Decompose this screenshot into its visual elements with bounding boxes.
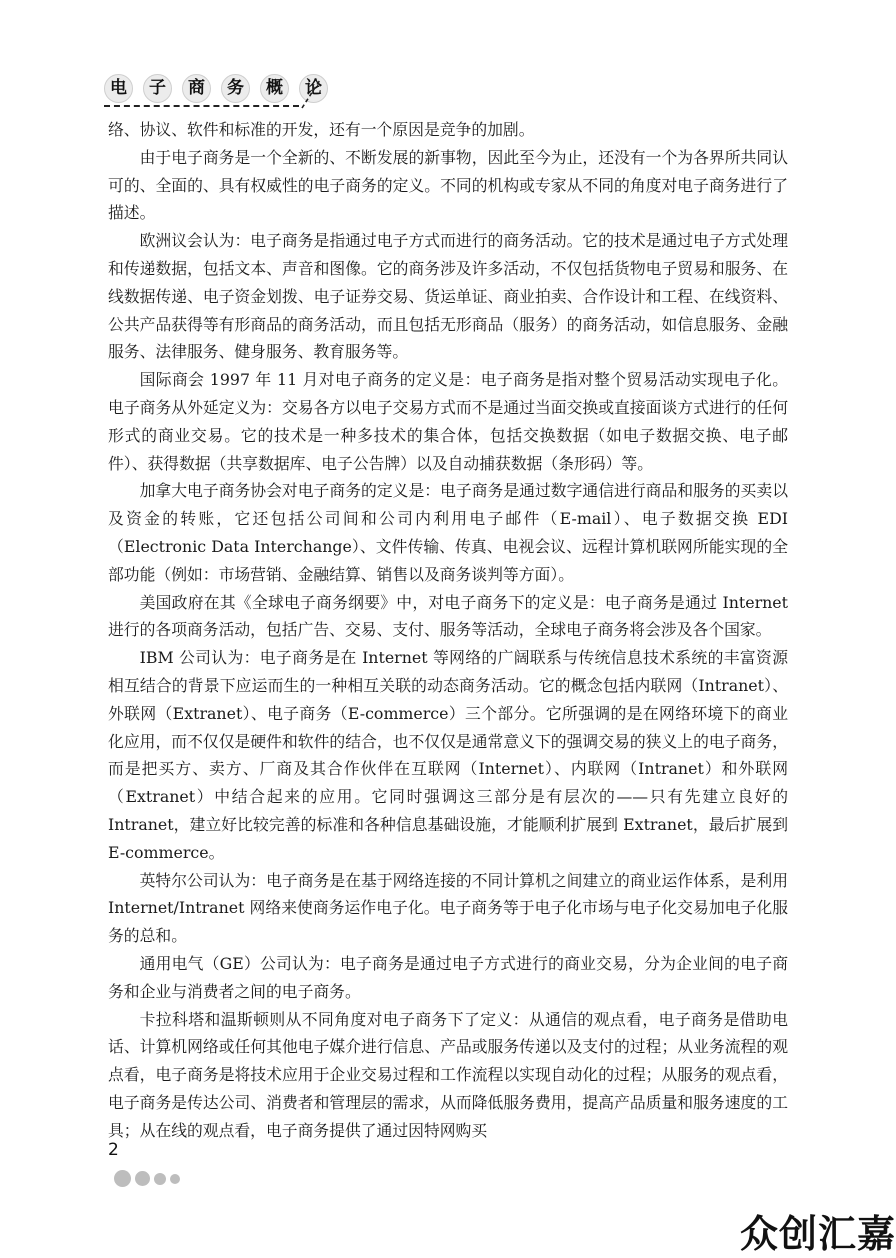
paragraph-continued: 络、协议、软件和标准的开发，还有一个原因是竞争的加剧。 [108, 120, 535, 139]
header-char: 商 [182, 74, 211, 103]
paragraph: IBM 公司认为：电子商务是在 Internet 等网络的广阔联系与传统信息技术系统的丰富资源相互结合的背景下应运而生的一种相互关联的动态商务活动。它的概念包括内联网（Intranet）、外联网（Extranet）、电子商务（E-commerce）三个部分。它所强调的是在网络环境下的商业化应用，而不仅仅是硬件和软件的结合，也不仅仅是通常意义下的强调交易的狭义上的电子商务，而是把买方、卖方、厂商及其合作伙伴在互联网（Internet）、内联网（Intranet）和外联网（Extranet）中结合起来的应用。它同时强调这三部分是有层次的——只有先建立良好的 Intranet，建立好比较完善的标准和各种信息基础设施，才能顺利扩展到 Extranet，最后扩展到 E-commerce。 [108, 648, 788, 862]
dot-icon [114, 1170, 131, 1187]
page-dots-decoration [114, 1170, 180, 1187]
dot-icon [170, 1174, 180, 1184]
header-dashed-rule [104, 105, 299, 107]
paragraph: 英特尔公司认为：电子商务是在基于网络连接的不同计算机之间建立的商业运作体系，是利用 Internet/Intranet 网络来使商务运作电子化。电子商务等于电子化市场与电子化交易加电子化服务的总和。 [108, 870, 788, 946]
paragraph: 通用电气（GE）公司认为：电子商务是通过电子方式进行的商业交易，分为企业间的电子商务和企业与消费者之间的电子商务。 [108, 953, 788, 1001]
dot-icon [154, 1173, 166, 1185]
paragraph: 国际商会 1997 年 11 月对电子商务的定义是：电子商务是指对整个贸易活动实现电子化。电子商务从外延定义为：交易各方以电子交易方式而不是通过当面交换或直接面谈方式进行的任何形式的商业交易。它的技术是一种多技术的集合体，包括交换数据（如电子数据交换、电子邮件）、获得数据（共享数据库、电子公告牌）以及自动捕获数据（条形码）等。 [108, 370, 788, 473]
running-header [104, 74, 334, 106]
dot-icon [135, 1171, 150, 1186]
body-text [108, 116, 788, 1144]
paragraph: 欧洲议会认为：电子商务是指通过电子方式而进行的商务活动。它的技术是通过电子方式处理和传递数据，包括文本、声音和图像。它的商务涉及许多活动，不仅包括货物电子贸易和服务、在线数据传递、电子资金划拨、电子证券交易、货运单证、商业拍卖、合作设计和工程、在线资料、公共产品获得等有形商品的商务活动，而且包括无形商品（服务）的商务活动，如信息服务、金融服务、法律服务、健身服务、教育服务等。 [108, 231, 788, 362]
header-char: 概 [260, 74, 289, 103]
header-char: 电 [104, 74, 133, 103]
paragraph: 卡拉科塔和温斯顿则从不同角度对电子商务下了定义：从通信的观点看，电子商务是借助电话、计算机网络或任何其他电子媒介进行信息、产品或服务传递以及支付的过程；从业务流程的观点看，电子商务是将技术应用于企业交易过程和工作流程以实现自动化的过程；从服务的观点看，电子商务是传达公司、消费者和管理层的需求，从而降低服务费用，提高产品质量和服务速度的工具；从在线的观点看，电子商务提供了通过因特网购买 [108, 1009, 788, 1140]
paragraph: 美国政府在其《全球电子商务纲要》中，对电子商务下的定义是：电子商务是通过 Internet 进行的各项商务活动，包括广告、交易、支付、服务等活动，全球电子商务将会涉及各个国家。 [108, 592, 788, 640]
header-char: 子 [143, 74, 172, 103]
header-char: 务 [221, 74, 250, 103]
header-char: 论 [299, 74, 328, 103]
paragraph: 加拿大电子商务协会对电子商务的定义是：电子商务是通过数字通信进行商品和服务的买卖以及资金的转账，它还包括公司间和公司内利用电子邮件（E-mail）、电子数据交换 EDI（Electronic Data Interchange）、文件传输、传真、电视会议、远程计算机联网所能实现的全部功能（例如：市场营销、金融结算、销售以及商务谈判等方面）。 [108, 481, 788, 584]
watermark: 众创汇嘉 [740, 1212, 896, 1256]
page-number: 2 [108, 1140, 119, 1160]
paragraph: 由于电子商务是一个全新的、不断发展的新事物，因此至今为止，还没有一个为各界所共同认可的、全面的、具有权威性的电子商务的定义。不同的机构或专家从不同的角度对电子商务进行了描述。 [108, 147, 788, 223]
header-slash-decoration [300, 78, 322, 110]
